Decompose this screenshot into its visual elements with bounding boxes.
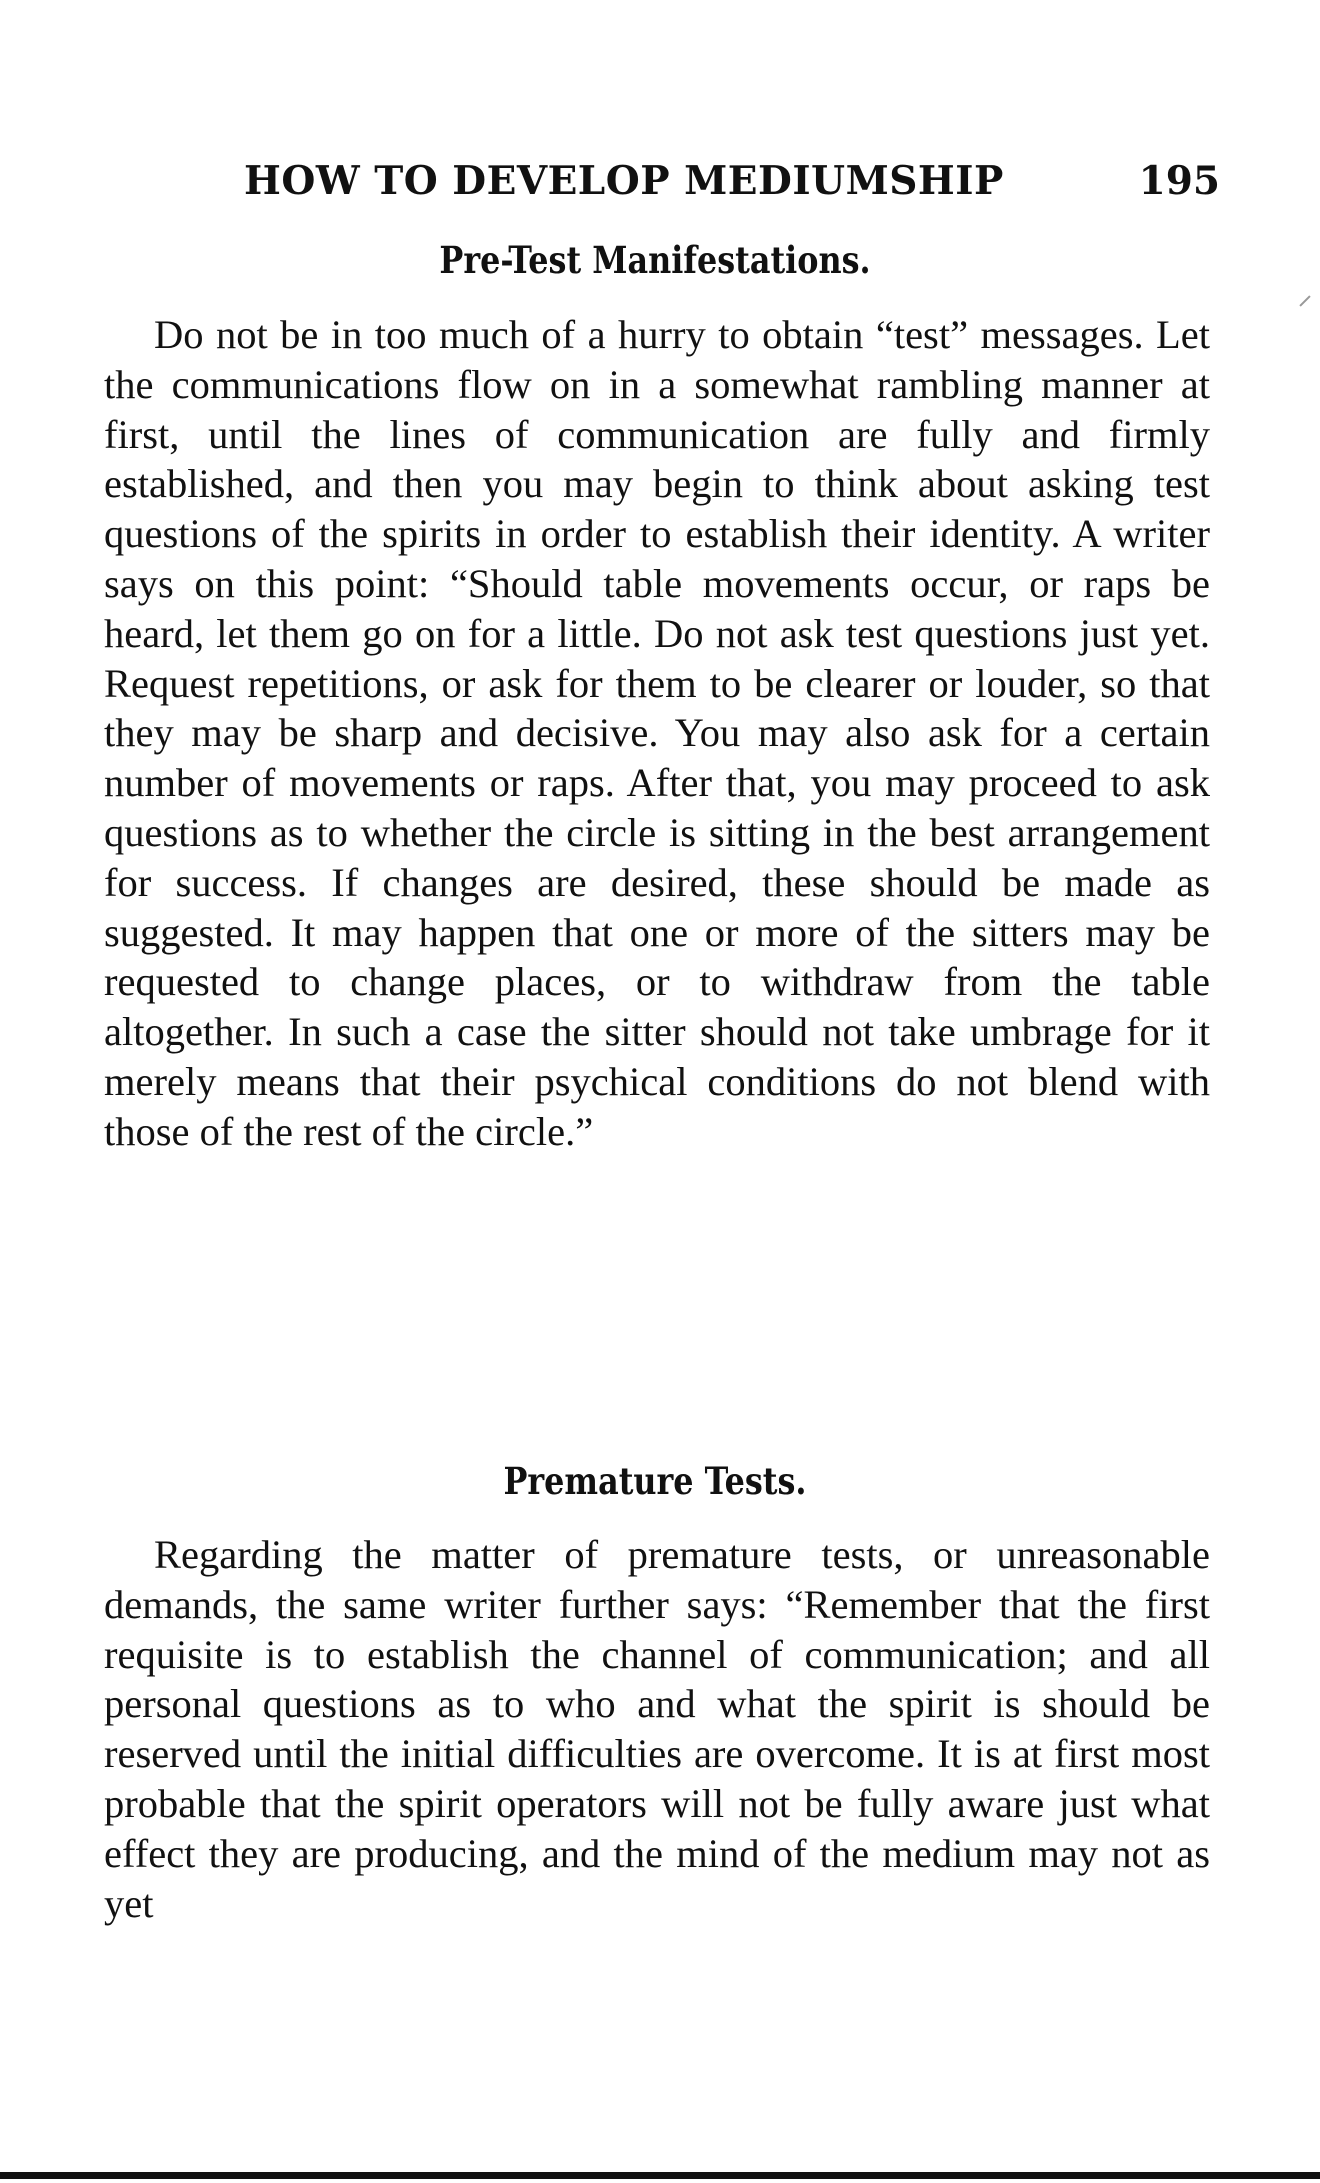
section-heading-pre-test: Pre-Test Manifestations.	[439, 238, 871, 282]
paragraph-pre-test: Do not be in too much of a hurry to obtain “test” messages. Let the communications flow on in a somewhat rambling manner at first, until the lines of communication are fully and firmly established, and then you may begin to think about asking test questions of the spirits in order to establish their identity. A writer says on this point: “Should table movements occur, or raps be heard, let them go on for a little. Do not ask test questions just yet. Request repetitions, or ask for them to be clearer or louder, so that they may be sharp and decisive. You may also ask for a certain number of movements or raps. After that, you may proceed to ask questions as to whether the circle is sitting in the best arrangement for success. If changes are desired, these should be made as suggested. It may happen that one or more of the sitters may be requested to change places, or to withdraw from the table altogether. In such a case the sitter should not take umbrage for it merely means that their psychical conditions do not blend with those of the rest of the circle.”	[104, 312, 1210, 1154]
running-title: HOW TO DEVELOP MEDIUMSHIP	[244, 158, 1004, 204]
page-edge-mark	[1299, 295, 1310, 306]
bottom-rule	[0, 2172, 1320, 2179]
section-heading-premature-tests: Premature Tests.	[503, 1459, 807, 1503]
page-header	[244, 158, 1220, 214]
page-number: 195	[1138, 158, 1220, 204]
paragraph-premature-tests: Regarding the matter of premature tests, or unreasonable demands, the same writer further says: “Remember that the first requisite is to establish the channel of communication; and all personal questions as to who and what the spirit is should be reserved until the initial difficulties are overcome. It is at first most probable that the spirit operators will not be fully aware just what effect they are producing, and the mind of the medium may not as yet	[104, 1532, 1210, 1926]
